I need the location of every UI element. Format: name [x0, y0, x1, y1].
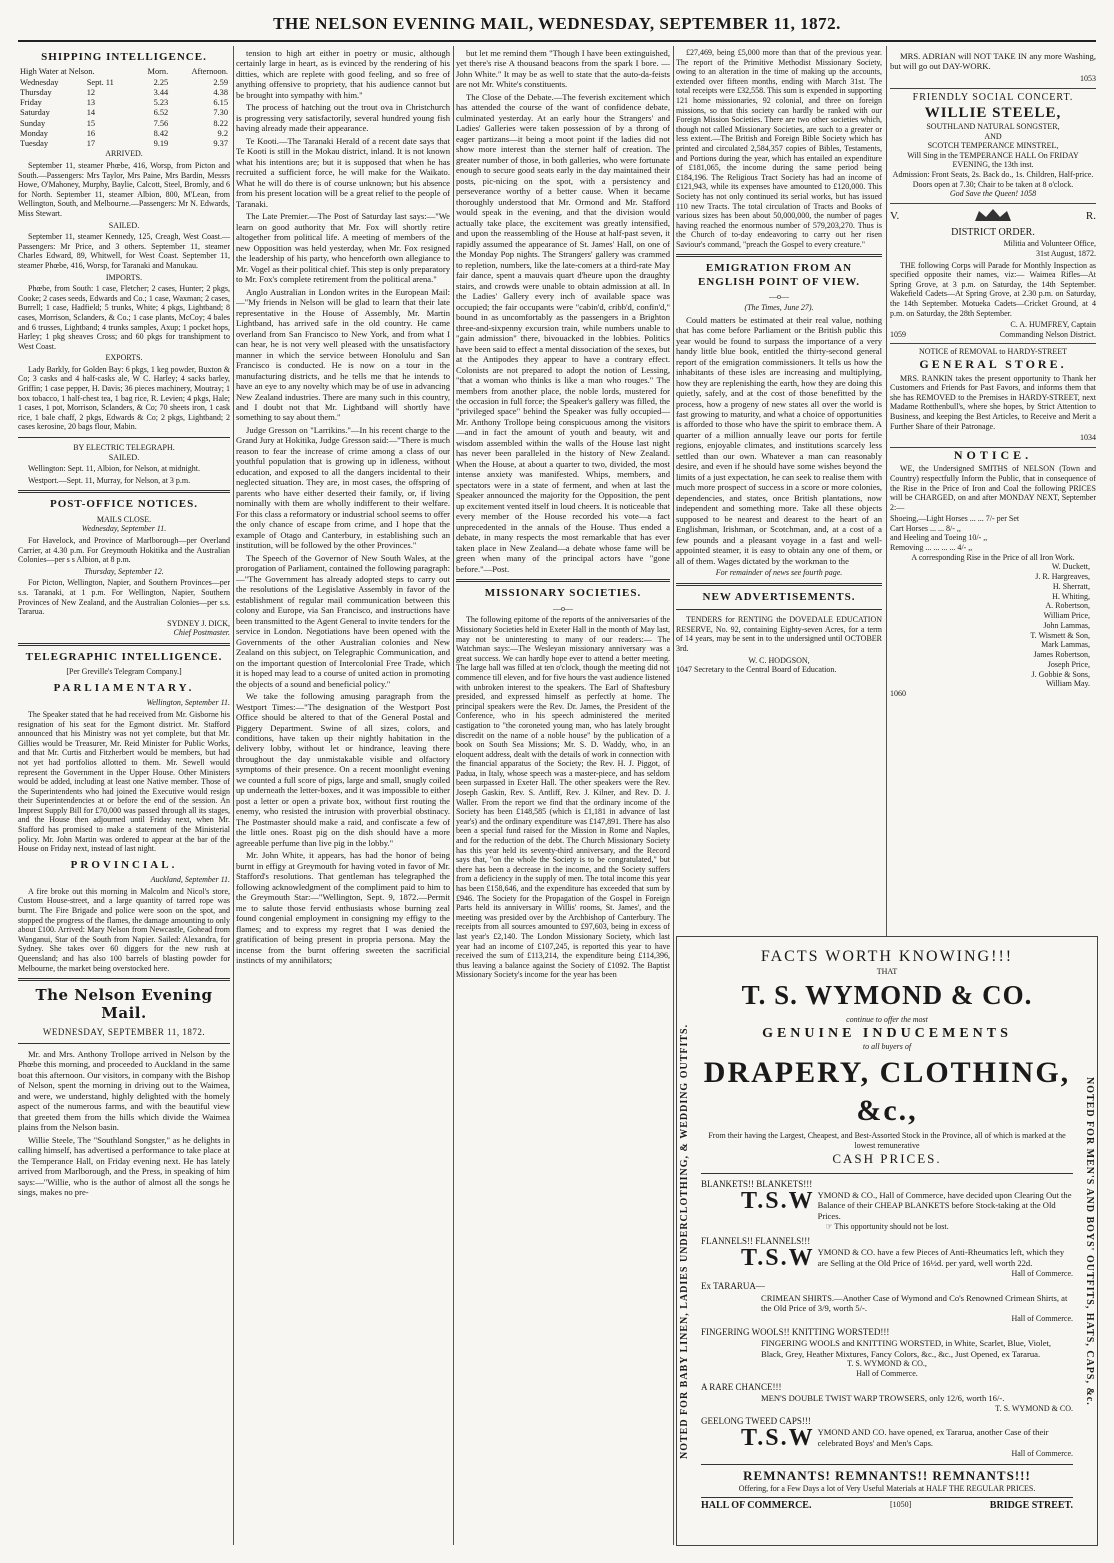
that-line: THAT [876, 967, 898, 976]
ad-number: 1034 [1080, 433, 1096, 443]
tide-row [18, 139, 230, 149]
mails-items: For Havelock, and Province of Marlborough—per Overland Carrier, at 4.30 p.m. For Greymouth Hokitika and the Australian Colonies—per s s Albion, at 8 p.m. [18, 536, 230, 565]
signer: Mark Lammas, [1041, 640, 1090, 650]
admission: Admission: Front Seats, 2s. Back do., 1s. Children, Half-price. [892, 170, 1094, 180]
signer: William Price, [1043, 611, 1090, 621]
divider [18, 1043, 230, 1044]
divider [456, 579, 670, 582]
steele-line: Will Sing in the TEMPERANCE HALL On FRIDAY EVENING, the 13th inst. [907, 150, 1079, 170]
remnants-text: Offering, for a Few Days a lot of Very Useful Materials at HALF THE REGULAR PRICES. [738, 1484, 1036, 1494]
tide-aft: 9.37 [213, 139, 228, 149]
tide-row [18, 119, 230, 129]
column-2 [236, 46, 450, 1545]
mails-date: Thursday, September 12. [84, 566, 164, 576]
article-paragraph: The Late Premier.—The Post of Saturday last says:—"We learn on good authority that Mr. Fox will shortly retire altogether from political life. A meeting of members of the new Opposition was held yesterday, when Mr. Fox resigned the leadership of his party, who henceforth own allegiance to Mr. Vogel as their political chief. This step is only preparatory to Mr. Fox's complete retirement from the political arena." [236, 211, 450, 285]
continue-line: continue to offer the most [846, 1014, 928, 1024]
column-rule [673, 46, 674, 1545]
article-paragraph: Judge Gresson on "Larrikins."—In his recent charge to the Grand Jury at Hokitika, Judge Gresson said:—"There is much reason to fear the increase of crime among a class of our youthful population that is growing up in idleness, without education, and exposed to all the dangers incidental to their neglected situation. They are, in most cases, the offspring of parents who have either deserted their family, or, if living nominally with them are wholly indifferent to their welfare. For this class a reformatory or industrial school seems to offer the only chance of escape from crime, and I hope that the example of Otago and Canterbury, in establishing such an institution, will be followed by the other Provinces." [236, 424, 450, 551]
wools-text: FINGERING WOOLS and KNITTING WORSTED, in White, Scarlet, Blue, Violet, Black, Grey, Heather Mixtures, Fancy Colors, &c., &c., Just Opened, ex Tararua. [761, 1337, 1052, 1359]
missionary-title: MISSIONARY SOCIETIES. [484, 587, 642, 600]
adrian-ad [890, 46, 1096, 89]
doors-open: Doors open at 7.30; Chair to be taken at 8 o'clock. [912, 179, 1074, 189]
vr-letter: R. [1085, 210, 1096, 223]
tide-day: Friday [20, 98, 42, 108]
column-rule [453, 46, 454, 1545]
column-5 [890, 46, 1096, 928]
mails-items: For Picton, Wellington, Napier, and Southern Provinces—per s.s. Taranaki, at 1 p.m. For Wellington, Napier, Southern Provinces of New Zealand, and the Australian Colonies—per s.s. Tararua. [18, 578, 230, 617]
post-office-title: POST-OFFICE NOTICES. [50, 498, 198, 511]
tsw-initials: T.S.W [741, 1425, 815, 1452]
caps-ad [701, 1416, 1073, 1459]
wools-signer: T. S. WYMOND & CO., [847, 1359, 927, 1369]
concert-ad [890, 89, 1096, 204]
trousers-text: MEN'S DOUBLE TWIST WARP TROWSERS, only 12/6, worth 16/-. [761, 1392, 1005, 1403]
concert-title: FRIENDLY SOCIAL CONCERT. [912, 91, 1074, 103]
price-line: Shoeing,—Light Horses ... ... 7/- per Set [890, 514, 1020, 524]
smiths-notice [890, 448, 1096, 699]
article-paragraph: The Close of the Debate.—The feverish excitement which has attended the course of the want of confidence debate, culminated yesterday. At an early hour the Strangers' and Ladies' Galleries were taken possession of by a throng of eager partizans—it being a moot point if the ladies did not show more interest than the sterner half of creation. The greater number of those, in both galleries, who were fortunate enough to secure good seats early in the day maintained their posts, pic-nicing on the spot, with a persistency and perseverance worthy of a better cause. When it became thoroughly understood that Mr. Ormond and Mr. Stafford would speak in the evening, and that the division would actually take place, the excitement was greatly intensified, and upon the reassembling of the House at half-past seven, it rapidly assumed the appearance of St. James' Hall, on one of the Monday Pop nights. The Strangers' gallery was crammed to repletion, numbers, like the late-comers at a third-rate May fair dance, spent a mauvais quart d'heure upon the draughty stairs, and crowds were unable to obtain admission at all. In the Ladies' Gallery every inch of available space was occupied; the fair occupants were "cabin'd, cribb'd, confin'd," bound in as uncomfortably as the passengers in a Brighton three-and-sixpenny excursion train, while numbers unable to "gain admission" there, bivouacked in the lobbies. Politics have been said to effect a mental dissociation of the sexes, but at the Antipodes they appear to have a contrary effect. Colonists are not prepared to adopt the notion of Lessing, "that a woman who thinks is like a man who rouges." The members from another place, the noble lords, mustered for the occasion in full force; the Speaker's gallery was filled, the "privileged space" behind the Speaker was fully occupied—Mr. Anthony Trollope being conspicuous among the visitors—and in fact the amount of youth and beauty, wit and wisdom assembled within the walls of the House last night has never been paralleled in the history of New Zealand. When the House, at about a quarter to two, divided, the most intense anxiety was manifested. Whips, members, and spectators were in a state of ferment, and when at last the Speaker announced the majority for the Opposition, the pent up excitement vented itself in loud cheers. It is noticeable that every member of the House recorded his vote—a fact unprecedented in the annals of the House. Thus ended a debate, in many respects the most remarkable that has ever taken place in New Zealand—a debate whose fame will be green when many of the principal actors have "gone before."—Post. [456, 91, 670, 574]
tide-morn: 7.56 [153, 118, 169, 128]
chance-heading: A RARE CHANCE!!! [701, 1381, 782, 1392]
telegraph-line: Westport.—Sept. 11, Murray, for Nelson, at 3 p.m. [28, 475, 191, 485]
sailed-heading: SAILED. [108, 220, 140, 230]
tide-day: Thursday [20, 87, 52, 97]
drapery-line: DRAPERY, CLOTHING, &c., [703, 1056, 1071, 1127]
parliamentary-text: The Speaker stated that he had received from Mr. Gisborne his resignation of his seat for the Egmont district. Mr. Stafford announced that his Ministry was not yet complete, but that Mr. Gillies would be Treasurer, Mr. Reid Minister for Public Works, and that Mr. Curtis and Fitzherbert would be members, but had not yet had portfolios allotted to them. Mr. Sewell would represent the Government in the Upper House. Other Ministers would be added, including at least one Native member. Those of the Superintendents who had joined the Executive would resign their Superintendencies at or before the end of the session. An Imprest Supply Bill for £70,000 was passed through all its stages, and the House then adjourned until Friday next, when Mr. Stafford has promised to make a statement of the Ministerial policy. Mr. John Martin was ordered to appear at the bar of the House on Friday next, instead of last night. [18, 709, 230, 854]
buyers-line: to all buyers of [862, 1042, 912, 1052]
tide-morn: 8.42 [153, 128, 169, 138]
facts-headline: FACTS WORTH KNOWING!!! [760, 948, 1014, 965]
missionary-text: The following epitome of the reports of the anniversaries of the Missionary Societies held in Exeter Hall in the month of May last, may not be uninteresting to many of our readers:— The Watchman says:—The Wesleyan missionary anniversary was a great success. We can hardly hope ever to attend a better meeting. The large hall was filled at ten o'clock, though the meeting did not commence till eleven, and for five hours the vast audience listened with unbroken interest to the speakers. The Earl of Shaftesbury presided, and expressed himself as perfectly at home. The principal speakers were the Rev. Dr. James, the President of the Conference, who in his speech administered the merited castigation to "the coroneted young man, who has lately brought discredit on the name of a noble house" by the publication of a book on South Sea Missions; Mr. S. D. Waddy, who, in an eloquent address, dealt with the details of work in connection with the financial apparatus of the Society; the Rev. H. J. Piggot, of Padua, in Italy, whose speech was a master-piece, and has seldom been surpassed in Exeter Hall. The other speakers were the Rev. Joseph Gaskin, Rev. S. Antliff, Rev. J. Kilner, and Rev. D. J. Waller. From the report we find that the ordinary income of the Society has been £148,585 (which is £1,181 in advance of last year's) and the ordinary expenditure was £147,891. There has also been a special fund raised for the Mission in Rome and Naples, and for the reduction of the debt. The Church Missionary Society has this year held its seventy-third anniversary, and the Record says that, "on the whole the Society is to be congratulated," but there has been a decrease in the income, and the Society suffers from a deficiency in the supply of men. The total income this year has been £158,646, and the expenditure has exceeded that sum by £946. The Society for the Propagation of the Gospel in Foreign Parts held its anniversary in Willis' rooms, St. James', and the meeting was presided over by the Archbishop of Canterbury. The receipts from all sources amounted to £97,603, being in excess of last year's £2,140. The London Missionary Society, which last year had an income of £107,245, is reported this year to have received the sum of £113,214, the expenditure being £114,396, thus leaving a balance against the Society of £1092. The Baptist Missionary Society's income for the year has been [456, 615, 670, 980]
tide-date: 15 [86, 118, 96, 128]
price-line: and Heeling and Toeing 10/- ,, [890, 533, 988, 543]
dateline: Auckland, September 11. [150, 875, 230, 885]
vr-header [890, 207, 1096, 227]
signer: W. Duckett, [1051, 562, 1090, 572]
hall-of-commerce: Hall of Commerce. [1011, 1449, 1073, 1459]
tide-date: Sept. 11 [86, 77, 114, 87]
geelong-heading: GEELONG TWEED CAPS!!! [701, 1416, 811, 1427]
tide-morn: 9.19 [153, 139, 169, 149]
divider [18, 978, 230, 981]
steele-and: AND [984, 131, 1002, 141]
article-paragraph: Mr. John White, it appears, has had the honor of being burnt in effigy at Greymouth for having voted in favor of Mr. Stafford's resolutions. That gentleman has telegraphed the following acknowledgment of the compliment paid to him to the Greymouth Star:—"Wellington, Sept. 9, 1872.—Permit me to salute those fervid enthusiasts whose burning zeal found congenial employment in consigning my effigy to the flames; and to express my regret that I was denied the gratification of being present in propria persona. May the incense from the burnt offering sweeten the sacrificial instincts of my annihilators; [236, 850, 450, 966]
article-paragraph: Te Kooti.—The Taranaki Herald of a recent date says that Te Kooti is still in the Mokau district, inland. It is not known what his intentions are; but it is supposed that when he has recruited a sufficient force, he will make for the Waikato. What he will do there is of course unknown; but his absence from his present location will be a great relief to the people of Taranaki. [236, 135, 450, 209]
notice-title: NOTICE. [953, 447, 1033, 462]
article-paragraph: but let me remind them "Though I have been extinguished, yet there's rise A thousand beacons from the spark I bore. —John White." It may be as well to state that the auto-da-feists are not Mr. White's constituents. [456, 48, 670, 90]
ad-number: 1053 [1080, 73, 1096, 83]
adrian-text: MRS. ADRIAN will NOT TAKE IN any more Washing, but will go out DAY-WORK. [890, 51, 1096, 72]
tide-date: 13 [86, 98, 96, 108]
steele-article: Willie Steele, The "Southland Songster," as he delights in calling himself, has advertised a performance to take place at the Temperance Hall, on Friday evening next. He has lately arrived from Marlborough, and the Press, in speaking of him says:—"Willie, who is the author of almost all the songs he sings, makes no pre- [18, 1134, 230, 1198]
militia-office: Militia and Volunteer Office, [1003, 239, 1096, 249]
tide-day: Saturday [20, 108, 50, 118]
captain-line [890, 330, 1096, 340]
divider [18, 643, 230, 646]
tide-day: Sunday [20, 118, 46, 128]
tide-day: Wednesday [20, 77, 59, 87]
tide-day: Tuesday [20, 139, 49, 149]
ad-number: 1060 [890, 689, 906, 699]
pointing-hand-icon: ☞ [825, 1221, 833, 1231]
tide-morn: 5.23 [153, 98, 169, 108]
remnants-heading: REMNANTS! REMNANTS!! REMNANTS!!! [701, 1464, 1073, 1484]
tide-day: Monday [20, 128, 48, 138]
ad-number: 1058 [1020, 189, 1037, 199]
mails-close: MAILS CLOSE. [96, 514, 152, 524]
blankets-heading: BLANKETS!! BLANKETS!!! [701, 1178, 813, 1189]
side-banner-right: NOTED FOR MEN'S AND BOYS' OUTFITS, HATS, CAPS, &c. [1084, 1076, 1095, 1406]
article-paragraph: Anglo Australian in London writes in the European Mail:—"My friends in Nelson will be glad to learn that their late representative in the House of Assembly, Mr. Martin Lightband, has arrived safe in the old country. He came overland from San Francisco to New York, and from what I can hear, he is not very well pleased with the unsatisfactory manner in which the service between Honolulu and San Francisco is conducted. He is now on a tour in the manufacturing districts, and he tells me that he intends to have an eye to any novelty which may be of use in advancing New Zealand industries. There are many such in this country, and I doubt not that Mr. Lightband will shortly have something to say about them." [236, 286, 450, 423]
tide-aft: 4.38 [213, 87, 228, 97]
crown-icon [971, 207, 1015, 227]
dateline: Wellington, September 11. [146, 698, 230, 708]
column-rule [233, 46, 234, 1545]
steele-line: SCOTCH TEMPERANCE MINSTREL, [927, 141, 1059, 151]
tide-row [18, 78, 230, 88]
signer: A. Robertson, [1045, 601, 1090, 611]
crimean-text: CRIMEAN SHIRTS.—Another Case of Wymond and Co's Renowned Crimean Shirts, at the Old Price of 3/9, worth 5/-. [761, 1292, 1068, 1314]
tide-table [18, 67, 230, 149]
smiths-text: WE, the Undersigned SMITHS of NELSON (Town and Country) respectfully Inform the Public, that in consequence of the Rise in the Price of Iron and Coal the following PRICES will be CHARGED, on and after MONDAY NEXT, September 2:— [890, 464, 1096, 512]
parliamentary-title: PARLIAMENTARY. [53, 681, 195, 694]
article-paragraph: The process of hatching out the trout ova in Christchurch is progressing very satisfactorily, several hundred young fish having already made their appearance. [236, 102, 450, 134]
arrived-text: September 11, steamer Phœbe, 416, Worsp, from Picton and South.—Passengers: Mrs Taylor, Mrs Paine, Mrs Bardin, Messrs Howe, O'Mahoney, Murphy, Baylie, Calcott, Steel, Bromly, and 6 for North. September 11, steamer Albion, 800, M'Lean, from Wellington, South, and Melbourne.—Passengers: Mr N. Edwards, Miss Stewart. [18, 161, 230, 218]
tsw-initials: T.S.W [741, 1187, 815, 1214]
removal-title: NOTICE of REMOVAL to HARDY-STREET [919, 347, 1067, 357]
general-store: GENERAL STORE. [919, 356, 1067, 371]
tide-morn: 3.44 [153, 87, 169, 97]
flannels-text: YMOND & CO. have a few Pieces of Anti-Rheumatics left, which they are Selling at the Old Price of 16½d. per yard, well worth 22d. [817, 1246, 1065, 1268]
exports-text: Lady Barkly, for Golden Bay: 6 pkgs, 1 keg powder, Buxton & Co; 3 casks and 4 half-casks ale, W C. Harley; 4 sacks barley, Griffin; 1 case pepper, H. Davis; 36 pieces machinery, Moutray; 1 box tobacco, 1 half-chest tea, 1 bag rice, R. Levien; 4 pkgs, Hale; 1 cases, 1 pot, Morrison, Sclanders, & Co; 70 sheets iron, 1 cask rice, 1 bale chaff, 2 pkgs, Edwards & Co; 2 pkgs, Lightband; 2 cases kerosine, 20 bags flour, Mabin. [18, 364, 230, 432]
signer: William May. [1045, 679, 1090, 689]
tsw-initials: T.S.W [741, 1244, 815, 1271]
tender-role: 1047 Secretary to the Central Board of Education. [676, 665, 837, 675]
remainder-note: For remainder of news see fourth page. [715, 568, 843, 578]
postmaster-role: Chief Postmaster. [173, 628, 230, 638]
price-line: Cart Horses ... ... 8/- ,, [890, 523, 961, 533]
steele-name: WILLIE STEELE, [924, 104, 1062, 121]
tide-morn: 2.25 [153, 77, 169, 87]
mails-date: Wednesday, September 11. [81, 524, 167, 534]
signer: J. R. Hargreaves, [1035, 572, 1090, 582]
title-ornament: —o— [769, 292, 789, 302]
masthead: THE NELSON EVENING MAIL, WEDNESDAY, SEPTEMBER 11, 1872. [273, 14, 841, 33]
postmaster-name: SYDNEY J. DICK, [167, 618, 230, 628]
tide-aft: 9.2 [217, 128, 228, 138]
wymond-name: T. S. WYMOND & CO. [741, 980, 1033, 1010]
district-order-ad [890, 204, 1096, 345]
rankin-text: MRS. RANKIN takes the present opportunity to Thank her Customers and Friends for Past Favors, and informs them that she has REMOVED to the Premises in HARDY-STREET, next Madame Rotthenbull's, where she hopes, by Strict Attention to Business, and keeping the Best Articles, to Receive and Merit a Further Share of their Patronage. [890, 373, 1096, 431]
captain-role: Commanding Nelson District. [999, 329, 1096, 339]
masthead-rule [18, 40, 1096, 42]
hall-of-commerce: Hall of Commerce. [856, 1369, 918, 1379]
sailed-text: September 11, steamer Kennedy, 125, Creagh, West Coast.—Passengers: Mr Price, and 3 others. September 11, steamer Charles Edward, 89, Whitwell, for West Coast. September 11, steamer Phœbe, 416, Worsp, for Taranaki and Manukau. [18, 232, 230, 270]
god-save [890, 189, 1096, 199]
article-paragraph: We take the following amusing paragraph from the Westport Times:—"The designation of the Westport Post Office should be altered to that of the General Postal and Piggery Department. Swine of all sizes, colors, and conditions, have taken up their nightly habitation in the delivery lobby, without let or hindrance, leaving there throughout the day unmistakable visible and olfactory symptoms of their presence. On a recent moonlight evening we counted a full score of pigs, large and small, snugly coiled up underneath the letter-boxes, and it was impossible to either post a letter or open a private box, without first routing the enemy, who resisted the intrusion with proverbial obstinacy. The Postmaster should make a raid, and confiscate a few of the little ones. Roast pig on the dish should have a more agreeable perfume than live pig in the lobby." [236, 691, 450, 848]
divider [18, 490, 230, 493]
signer: H. Sherratt, [1052, 581, 1090, 591]
side-banner-left: NOTED FOR BABY LINEN, LADIES UNDERCLOTHING, & WEDDING OUTFITS. [679, 1023, 690, 1459]
column-1 [18, 46, 230, 1545]
new-ads-title: NEW ADVERTISEMENTS. [702, 590, 856, 603]
footer-hall: HALL OF COMMERCE. [701, 1499, 812, 1511]
lead-article: Mr. and Mrs. Anthony Trollope arrived in Nelson by the Phœbe this morning, and proceeded to Auckland in the same boat this afternoon. Our visitors, in company with the Bishop of Nelson, spent the morning in driving out to the Waimea, and were, we understand, highly delighted with the homely aspect of the numerous farms, and with the beautiful view that greeted them from the hills which divide the Waimea plains from the Nelson basin. [18, 1048, 230, 1133]
telegraph-line: Wellington: Sept. 11, Albion, for Nelson, at midnight. [28, 464, 200, 474]
wymond-advertisement [676, 936, 1098, 1546]
signer: T. Wismett & Son, [1030, 630, 1090, 640]
emigration-title: EMIGRATION FROM AN ENGLISH POINT OF VIEW. [698, 262, 860, 288]
tide-date: 14 [86, 108, 96, 118]
imports-heading: IMPORTS. [105, 272, 143, 282]
tide-header-aft: Afternoon. [191, 67, 228, 77]
provincial-title: PROVINCIAL. [70, 858, 178, 871]
price-line: Removing ... ... ... ... 4/- ,, [890, 543, 973, 553]
crimean-ad [701, 1281, 1073, 1323]
signer: J. Gobbie & Sons, [1031, 669, 1090, 679]
paper-nameplate: The Nelson Evening Mail. [35, 986, 213, 1023]
signer: H. Whiting, [1052, 591, 1090, 601]
tide-header-label: High Water at Nelson. [20, 67, 95, 77]
blankets-text: YMOND & CO., Hall of Commerce, have decided upon Clearing Out the Balance of their CHEAP BLANKETS before Stock-taking at the Old Prices. [817, 1189, 1072, 1222]
emigration-text: Could matters be estimated at their real value, nothing that has come before Parliament or the British public this year would be found to surpass the importance of a very handy little blue book, entitled the thirty-second general report of the emigration commissioners. It tells us how the inhabitants of these isles are increasing and multiplying, how they are replenishing the earth, how they are doing this quietly, safely, and at the cost of those benefitted by the process, how a progeny of new states all over the world is fast growing to maturity, and what a choice of opportunities is afforded to those who have the spirit to embrace them. A quarter of a million annually leave our ports for fertile regions, enjoyable climates, and institutions scarcely less settled than our own. Whatever a man can reasonably desire, and even if he should have some wishes beyond the limits of a just expectation, he can seek to realise them with much more prospect of success in a score or more colonies, dependencies, and states, once British plantations, now independent and something more. Take all these objects supposed to be nearest and dearest to the heart of an Englishman, Irishman, or Scotchman, and, at a cost of a few pounds and a pleasant voyage in a fast and well-appointed steamer, it is easy to obtain any one of them, or all of them. Wages dictated by the workman to the [676, 314, 882, 566]
emigration-source: (The Times, June 27). [744, 303, 814, 313]
tide-morn: 6.52 [153, 108, 169, 118]
signer: John Lammas, [1043, 620, 1090, 630]
tide-aft: 8.22 [213, 118, 228, 128]
tide-aft: 2.59 [213, 77, 228, 87]
wools-heading: FINGERING WOOLS!! KNITTING WORSTED!!! [701, 1326, 890, 1337]
cash-prices: CASH PRICES. [832, 1151, 942, 1167]
telegraph-sailed: SAILED. [108, 452, 140, 462]
caps-text: YMOND AND CO. have opened, ex Tararua, another Case of their celebrated Boys' and Men's Caps. [817, 1427, 1049, 1449]
divider [676, 254, 882, 257]
tide-header [18, 67, 230, 77]
title-ornament: —o— [553, 603, 573, 613]
tide-header-morn: Morn. [147, 67, 169, 77]
captain-name: C. A. HUMFREY, Captain [1010, 320, 1096, 330]
tide-aft: 6.15 [213, 98, 228, 108]
tender-ad: TENDERS for RENTING the DOVEDALE EDUCATION RESERVE, No. 92, containing Eighty-seven Acres, for a term of 14 years, may be sent in to the undersigned until OCTOBER 3rd. [676, 615, 882, 654]
god-save-text: God Save the Queen! [949, 189, 1019, 199]
arrived-heading: ARRIVED. [105, 149, 143, 159]
imports-text: Phœbe, from South: 1 case, Fletcher; 2 cases, Hunter; 2 pkgs, Cooke; 2 cases seeds, Edwards and Co.; 1 case, Waxman; 2 cases, Burrell; 1 case, Hadfield; 5 trunks, White; 4 pkgs, Lightband; 8 cases, Morrison, Sclanders, & Co.; 1 case plants, McCoy; 4 bales and 6 trusses, Lightband; 4 trunks samples, Axup; 1 pocket hops, Harley; 1 pkg sheaves Cross; and 60 pkgs for transhipment to West Coast. [18, 284, 230, 351]
telegram-agency: [Per Greville's Telegram Company.] [66, 667, 182, 677]
divider [676, 583, 882, 586]
genuine-line: GENUINE INDUCEMENTS [762, 1025, 1012, 1041]
article-paragraph: tension to high art either in poetry or music, although certainly large in heart, as is evinced by the rendering of his ditties, which are replete with good feeling, and so free of anything offensive to propriety, that his audience cannot but be brought into sympathy with him." [236, 48, 450, 100]
tide-row [18, 129, 230, 139]
article-paragraph: £27,469, being £5,000 more than that of the previous year. The report of the Primitive Methodist Missionary Society, owing to an alteration in the time of making up the accounts, extended over fifteen months, ending with March 31st. The total receipts were £32,558. This sum is expended in supporting 121 home missionaries, 92 colonial, and three on foreign missions, so that this society can hardly be ranked with our Foreign Mission Societies. There are two other societies which, though not called Missionary Societies, are such to a greater or less extent.—The British and Foreign Bible Society which has printed and circulated 2,584,357 copies of Bibles, Testaments, and Portions during the year, which has entailed an expenditure of £181,065, the income during the same period being £184,196. The Religious Tract Society has had an income of £121,943, while its expenses have amounted to £120,000. This Society has not only continued its serial works, but has issued 110 new Tracts. The total circulation of Tracts and Books of various sizes has been about 50,000,000, the number of pages having reached the enormous number of 579,203,270. Thus is the Church of to-day endeavoring to carry out her risen Saviour's command, "preach the Gospel to every creature." [676, 48, 882, 249]
footer-street: BRIDGE STREET. [989, 1499, 1073, 1511]
telegraph-title: BY ELECTRIC TELEGRAPH. [73, 443, 175, 453]
shipping-title: SHIPPING INTELLIGENCE. [41, 51, 207, 63]
trousers-ad [701, 1382, 1073, 1414]
tide-date: 16 [86, 128, 96, 138]
tide-date: 17 [86, 139, 96, 149]
militia-date: 31st August, 1872. [1035, 248, 1096, 258]
order-text: THE following Corps will Parade for Monthly Inspection as specified opposite their names, viz:— Waimea Rifles—At Spring Grove, at 3 p.m. on Saturday, the 14th September. Wakefield Cadets—At Spring Grove, at 2.30 p.m. on Saturday, the 14th September. Motueka Cadets—Cricket Ground, at 4 p.m. on Saturday, the 28th September. [890, 260, 1096, 318]
divider [676, 609, 882, 610]
wymond-content [701, 941, 1073, 1541]
price-note: A corresponding Rise in the Price of all Iron Work. [911, 552, 1075, 562]
hall-of-commerce: Hall of Commerce. [1011, 1268, 1073, 1278]
flannels-ad [701, 1236, 1073, 1279]
exports-heading: EXPORTS. [105, 353, 143, 363]
hall-of-commerce: Hall of Commerce. [1011, 1314, 1073, 1324]
opportunity-line [701, 1222, 1073, 1232]
tararua-heading: Ex TARARUA— [701, 1281, 765, 1292]
vr-letter: V. [890, 210, 900, 223]
divider [701, 1173, 1073, 1174]
blankets-ad [701, 1179, 1073, 1232]
tide-row [18, 98, 230, 108]
opportunity-text: This opportunity should not be lost. [834, 1221, 949, 1231]
ad-number: 1059 [890, 329, 906, 339]
tide-row [18, 108, 230, 118]
telegraphic-title: TELEGRAPHIC INTELLIGENCE. [25, 650, 223, 663]
column-3 [456, 46, 670, 1545]
trousers-signer: T. S. WYMOND & CO. [995, 1403, 1073, 1413]
tide-date: 12 [86, 87, 96, 97]
flannels-heading: FLANNELS!! FLANNELS!!! [701, 1235, 811, 1246]
ad-number: [1050] [889, 1499, 912, 1509]
tender-signer: W. C. HODGSON, [748, 655, 810, 665]
article-paragraph: The Speech of the Governor of New South Wales, at the prorogation of Parliament, contained the following paragraph:—"The Government has already adopted steps to carry out the resolutions of the Legislative Assembly in favor of the establishment of regular mail communication between this colony and Europe, via San Francisco, and instructions have been transmitted to the Agent General to invite tenders for the service in London. Negotiations have been opened with the Governments of the other Australian colonies and New Zealand on this subject, on Telegraphic Communication, and on the important question of Intercolonial Free Trade, which it is hoped may lead to a course of united action in promoting the objects of a sound and beneficial policy." [236, 552, 450, 689]
signers-list [890, 562, 1096, 689]
tide-aft: 7.30 [213, 108, 228, 118]
steele-line: SOUTHLAND NATURAL SONGSTER, [926, 122, 1060, 132]
paper-date: WEDNESDAY, SEPTEMBER 11, 1872. [42, 1026, 206, 1037]
from-line: From their having the Largest, Cheapest, and Best-Assorted Stock in the Province, all of which is marked at the lowest remunerative [708, 1131, 1066, 1151]
district-order-title: DISTRICT ORDER. [951, 227, 1035, 239]
divider [18, 437, 230, 438]
signer: Joseph Price, [1047, 659, 1090, 669]
removal-ad [890, 344, 1096, 447]
wools-ad [701, 1327, 1073, 1379]
provincial-text: A fire broke out this morning in Malcolm and Nicol's store, Custom House-street, and a large quantity of tarred rope was burnt. The Fire Brigade and police were soon on the spot, and stopped the progress of the flames, the damage amounting to only about £100. Arrived: Mary Nelson from Newcastle, Gohead from Wanganui, Star of the South from Napier. Sailed: Alexandra, for Sydney. She takes over 60 diggers for the new rush at Queensland; and has also 100 barrels of blasting powder for Melbourne, the market being overstocked here. [18, 886, 230, 973]
wymond-footer [701, 1497, 1073, 1513]
signer: James Robertson, [1033, 650, 1090, 660]
tide-row [18, 88, 230, 98]
